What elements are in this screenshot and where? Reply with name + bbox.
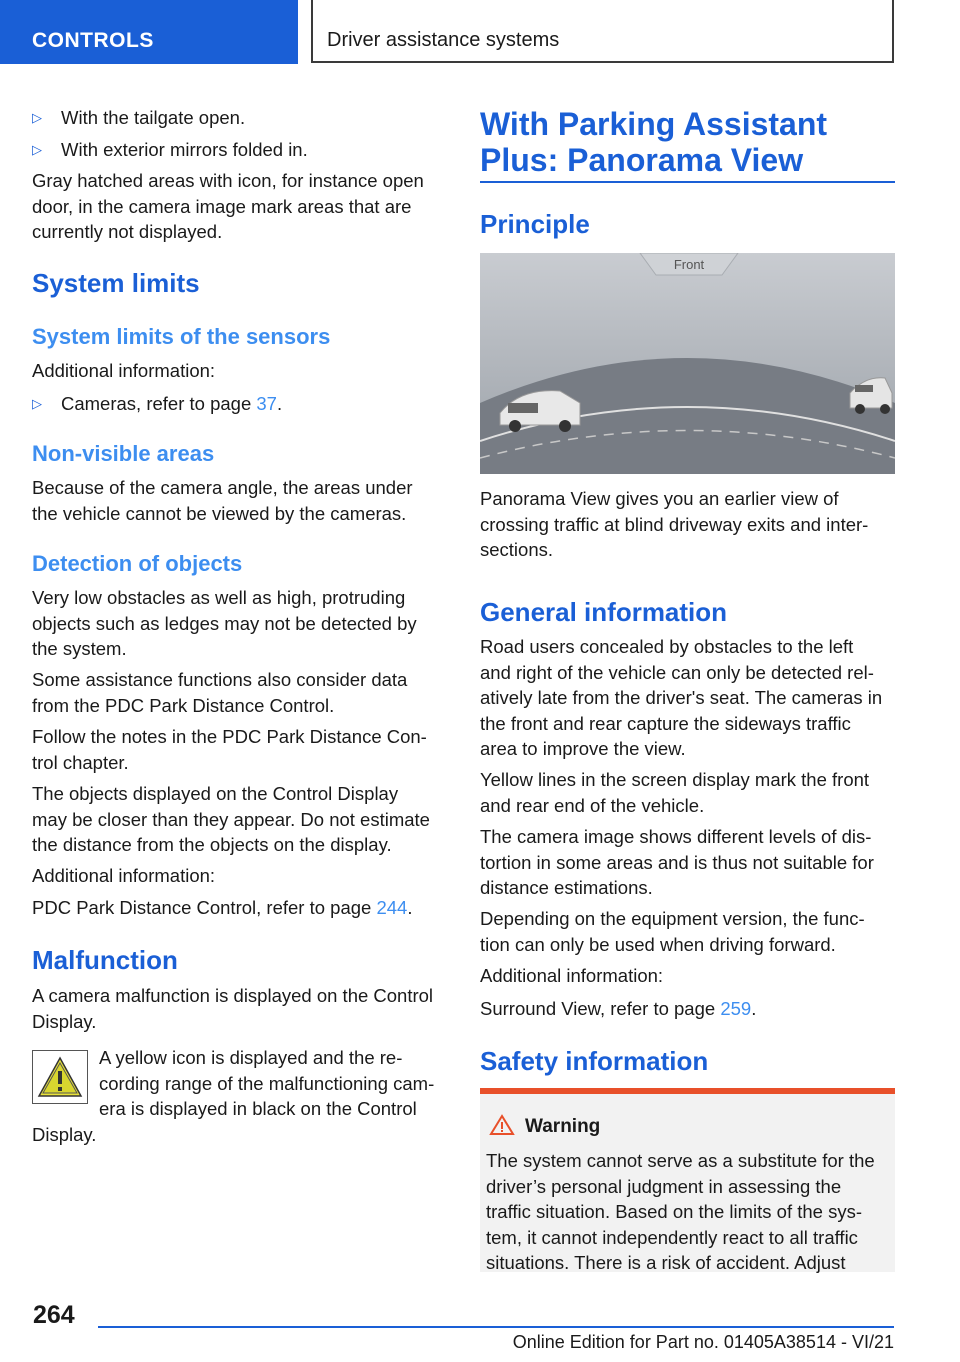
warning-label: Warning [525,1116,601,1137]
yellow-lines-paragraph: Yellow lines in the screen display mark the front and rear end of the vehicle. [480,769,870,816]
warning-triangle-icon [489,1114,515,1141]
section-label: CONTROLS [32,29,154,52]
safety-heading: Safety information [480,1046,709,1076]
bullet-triangle-icon: ▷ [32,396,42,411]
title-rule [480,181,895,183]
pdc-reference: PDC Park Distance Control, refer to page 244. [32,897,413,918]
footer-rule [98,1326,894,1328]
additional-info-label: Additional information: [32,360,216,381]
detection-heading: Detection of objects [32,551,243,576]
warning-text: The system cannot serve as a substitute for the driver’s personal judgment in assessing the traffic situation. Based on the limits of the sys- tem, it cannot independently react to all traffic situations. There is a risk of accident. Adjust [486,1150,875,1273]
assist-paragraph: Some assistance functions also consider data from the PDC Park Distance Control. [32,669,408,716]
principle-heading: Principle [480,209,590,239]
bullet-triangle-icon: ▷ [32,110,42,125]
page-link-259[interactable]: 259 [720,998,752,1019]
detection-paragraph: Very low obstacles as well as high, protruding objects such as ledges may not be detected by the system. [32,587,417,659]
distortion-paragraph: The camera image shows different levels of dis- tortion in some areas and is thus not suitable for distance estimations. [480,826,874,898]
gray-areas-paragraph: Gray hatched areas with icon, for instance open door, in the camera image mark areas that are currently not displayed. [32,170,424,242]
yellow-warning-icon [32,1050,88,1104]
objects-paragraph: The objects displayed on the Control Display may be closer than they appear. Do not estimate the distance from the objects on the display. [32,783,430,855]
additional-info-label: Additional information: [32,865,216,886]
general-info-heading: General information [480,597,728,627]
warning-bar [480,1088,895,1094]
principle-paragraph: Panorama View gives you an earlier view of crossing traffic at blind driveway exits and inter- sections. [480,488,869,560]
yellow-icon-tail: Display. [32,1124,97,1145]
section-tab [0,0,298,64]
malfunction-heading: Malfunction [32,945,178,975]
general-paragraph: Road users concealed by obstacles to the left and right of the vehicle can only be detected rel- atively late from the driver's seat. The cameras in the front and rear capture the sideways traffic area to improve the view. [480,636,883,759]
page-link-37[interactable]: 37 [256,393,277,414]
yellow-icon-paragraph: A yellow icon is displayed and the re- cording range of the malfunctioning cam- era is displayed in black on the Control [99,1047,435,1119]
page-link-244[interactable]: 244 [376,897,408,918]
panorama-view-image [480,253,895,474]
sensor-limits-heading: System limits of the sensors [32,324,331,349]
chapter-tab [311,0,894,63]
malfunction-paragraph: A camera malfunction is displayed on the Control Display. [32,985,434,1032]
system-limits-heading: System limits [32,268,200,298]
main-title: With Parking Assistant Plus: Panorama View [480,106,828,178]
equipment-paragraph: Depending on the equipment version, the func- tion can only be used when driving forward. [480,908,865,955]
edition-note: Online Edition for Part no. 01405A38514 - VI/21 [512,1332,894,1352]
warning-box [480,1088,895,1272]
bullet-triangle-icon: ▷ [32,142,42,157]
nonvisible-paragraph: Because of the camera angle, the areas under the vehicle cannot be viewed by the cameras. [32,477,413,524]
surround-reference: Surround View, refer to page 259. [480,998,757,1019]
chapter-label: Driver assistance systems [327,29,560,51]
page-number: 264 [33,1301,75,1329]
front-label: Front [673,257,705,272]
nonvisible-areas-heading: Non-visible areas [32,441,215,466]
follow-paragraph: Follow the notes in the PDC Park Distance Con- trol chapter. [32,726,427,773]
additional-info-label: Additional information: [480,965,664,986]
